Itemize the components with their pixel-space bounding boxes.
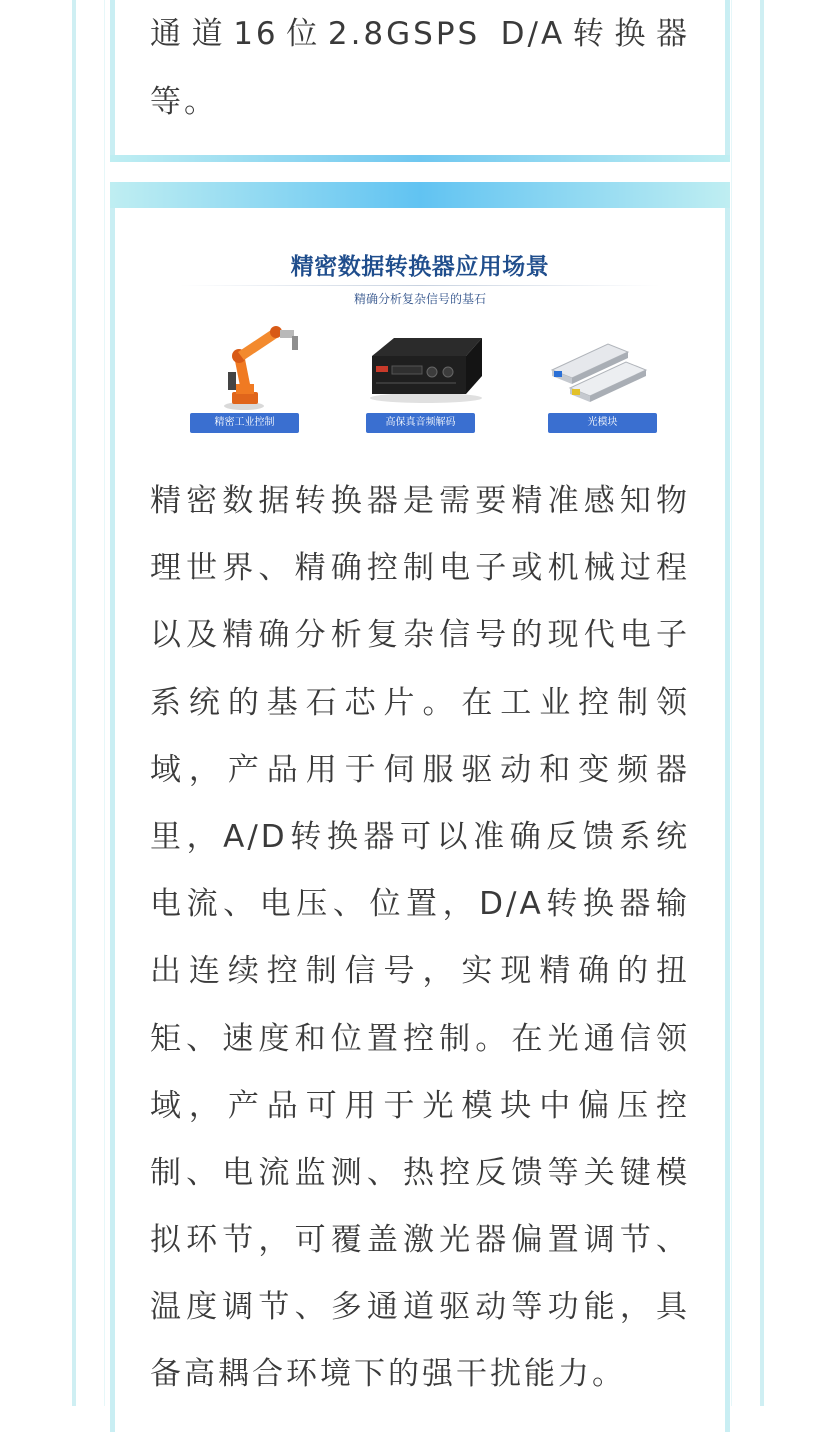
card-applications-top-accent [110, 182, 730, 208]
paragraph-line: 系统的基石芯片。在工业控制领 [150, 684, 690, 721]
paragraph-line: 精密数据转换器是需要精准感知物 [150, 483, 690, 519]
audio-decoder-box-icon [366, 332, 486, 404]
label-precision-industrial-control: 精密工业控制 [190, 413, 299, 433]
infographic-subtitle: 精确分析复杂信号的基石 [353, 292, 486, 306]
label-hifi-audio-decoding: 高保真音频解码 [366, 413, 475, 433]
paragraph-line: 域，产品可用于光模块中偏压控 [150, 1087, 690, 1124]
paragraph-line: 温度调节、多通道驱动等功能，具 [150, 1289, 690, 1326]
card-top-bottom-accent [110, 155, 730, 162]
paragraph-line: 理世界、精确控制电子或机械过程 [150, 550, 690, 587]
paragraph-line: 备高耦合环境下的强干扰能力。 [150, 1356, 626, 1393]
card-top-line: 通道16位2.8GSPS D/A转换器 [150, 16, 690, 52]
paragraph-line: 制、电流监测、热控反馈等关键模 [150, 1154, 690, 1191]
label-optical-module: 光模块 [548, 413, 657, 433]
paragraph-line: 矩、速度和位置控制。在光通信领 [150, 1020, 690, 1057]
paragraph-line: 域，产品用于伺服驱动和变频器 [150, 751, 690, 788]
optical-module-icon [548, 332, 652, 404]
body-paragraph [150, 468, 690, 1409]
application-scenarios-infographic [150, 236, 690, 440]
infographic-divider [180, 285, 660, 286]
card-top-text [150, 0, 690, 136]
infographic-title: 精密数据转换器应用场景 [290, 254, 550, 280]
paragraph-line: 拟环节，可覆盖激光器偏置调节、 [150, 1222, 690, 1259]
paragraph-line: 以及精确分析复杂信号的现代电子 [150, 617, 690, 654]
industrial-robot-arm-icon [210, 312, 310, 412]
card-top-line: 等。 [150, 84, 218, 120]
paragraph-line: 电流、电压、位置，D/A转换器输 [150, 886, 690, 923]
paragraph-line: 出连续控制信号，实现精确的扭 [150, 953, 690, 990]
paragraph-line: 里，A/D转换器可以准确反馈系统 [150, 818, 690, 855]
